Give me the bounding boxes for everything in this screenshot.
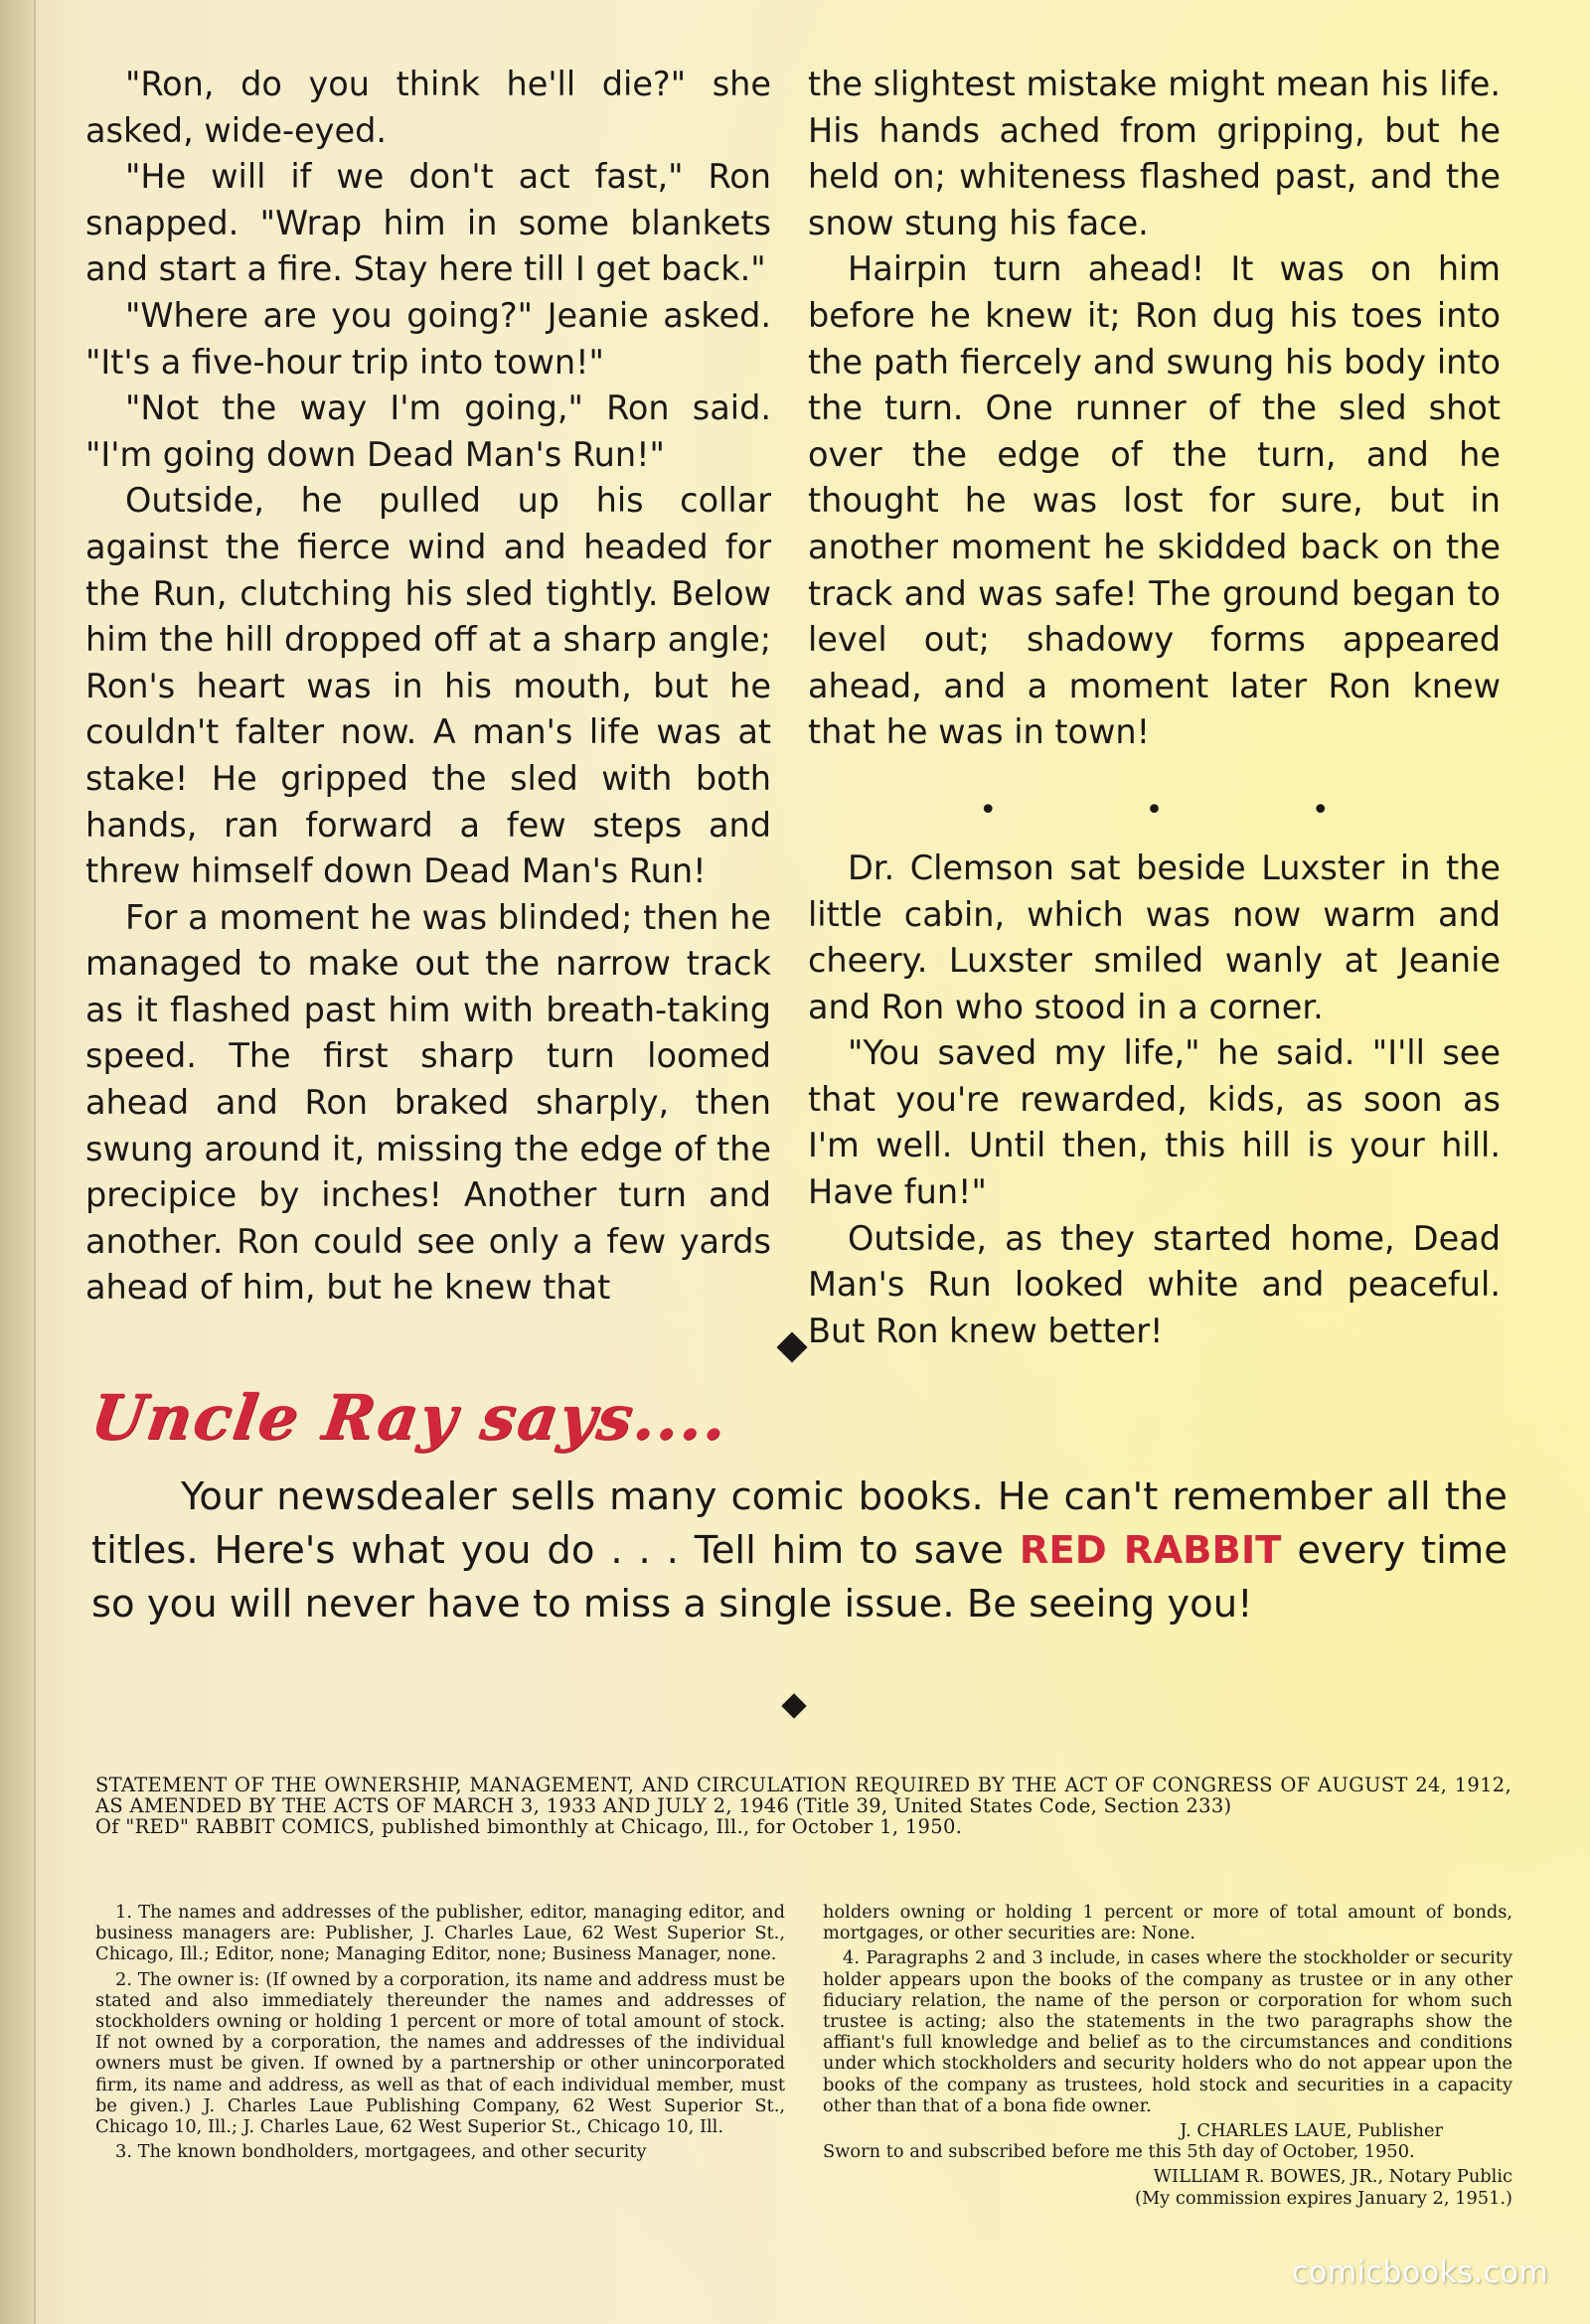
scene-break-asterisms: • • •	[979, 792, 1399, 828]
statement-column-left	[95, 1902, 785, 2166]
story-paragraph: "You saved my life," he said. "I'll see that you're rewarded, kids, as soon as I'm well. Until then, this hill is your hill. Have fun!"	[808, 1033, 1501, 1212]
story-column-left	[85, 62, 771, 1312]
story-paragraph: "He will if we don't act fast," Ron snapped. "Wrap him in some blankets and start a fire. Stay here till I get back."	[85, 157, 771, 289]
story-paragraph: the slightest mistake might mean his life. His hands ached from gripping, but he held on; whiteness flashed past, and the snow stung his face.	[808, 65, 1501, 242]
statement-paragraph: 1. The names and addresses of the publisher, editor, managing editor, and business managers are: Publisher, J. Charles Laue, 62 West Superior St., Chicago, Ill.; Editor, none; Managing Editor, none; Business Manager, none.	[95, 1902, 785, 1965]
story-paragraph: Outside, he pulled up his collar against the fierce wind and headed for the Run, clutching his sled tightly. Below him the hill dropped off at a sharp angle; Ron's heart was in his mouth, but he couldn't falter now. A man's life was at stake! He gripped the sled with both hands, ran forward a few steps and threw himself down Dead Man's Run!	[85, 481, 771, 891]
story-paragraph: "Not the way I'm going," Ron said. "I'm going down Dead Man's Run!"	[85, 388, 771, 474]
uncle-ray-title: Uncle Ray says....	[85, 1381, 733, 1454]
uncle-ray-message	[91, 1471, 1508, 1631]
diamond-divider-icon	[781, 1693, 806, 1718]
publisher-signature: J. CHARLES LAUE, Publisher	[1180, 2120, 1443, 2142]
statement-heading-line: Of "RED" RABBIT COMICS, published bimonthly at Chicago, Ill., for October 1, 1950.	[95, 1815, 963, 1838]
red-rabbit-highlight: RED RABBIT	[1019, 1528, 1282, 1573]
story-paragraph: For a moment he was blinded; then he managed to make out the narrow track as it flashed past him with breath-taking speed. The first sharp turn loomed ahead and Ron braked sharply, then swung around it, missing the edge of the precipice by inches! Another turn and another. Ron could see only a few yards ahead of him, but he knew that	[85, 897, 771, 1308]
site-watermark: comicbooks.com	[1292, 2255, 1549, 2290]
statement-heading-line: STATEMENT OF THE OWNERSHIP, MANAGEMENT, AND CIRCULATION REQUIRED BY THE ACT OF CONGRESS OF AUGUST 24, 1912, AS AMENDED BY THE ACTS OF MARCH 3, 1933 AND JULY 2, 1946 (Title 39, United States Code, Section 233)	[95, 1774, 1511, 1817]
diamond-divider-icon	[776, 1331, 807, 1362]
story-paragraph: "Where are you going?" Jeanie asked. "It's a five-hour trip into town!"	[85, 295, 771, 382]
sworn-statement: Sworn to and subscribed before me this 5th day of October, 1950.	[823, 2141, 1415, 2163]
statement-column-right	[823, 1902, 1512, 2209]
story-paragraph: Dr. Clemson sat beside Luxster in the little cabin, which was now warm and cheery. Luxster smiled wanly at Jeanie and Ron who stood in a corner.	[808, 848, 1501, 1026]
page-gutter	[0, 0, 36, 2324]
story-column-right	[808, 62, 1501, 1354]
story-paragraph: Hairpin turn ahead! It was on him before he knew it; Ron dug his toes into the path fiercely and swung his body into the turn. One runner of the sled shot over the edge of the turn, and he thought he was lost for sure, but in another moment he skidded back on the track and was safe! The ground began to level out; shadowy forms appeared ahead, and a moment later Ron knew that he was in town!	[808, 249, 1501, 752]
statement-paragraph: holders owning or holding 1 percent or more of total amount of bonds, mortgages, or other securities are: None.	[823, 1902, 1512, 1944]
story-paragraph: "Ron, do you think he'll die?" she asked, wide-eyed.	[85, 65, 771, 150]
statement-paragraph: 4. Paragraphs 2 and 3 include, in cases where the stockholder or security holder appears upon the books of the company as trustee or in any other fiduciary relation, the name of the person or corporation for whom such trustee is acting; also the statements in the two paragraphs show the affiant's full knowledge and belief as to the circumstances and conditions under which stockholders and security holders who do not appear upon the books of the company as trustees, hold stock and securities in a capacity other than that of a bona fide owner.	[823, 1947, 1512, 2116]
uncle-ray-text-before: Your newsdealer sells many comic books. He can't remember all the titles. Here's what you do . . . Tell him to save	[91, 1474, 1508, 1573]
story-paragraph: Outside, as they started home, Dead Man's Run looked white and peaceful. But Ron knew better!	[808, 1218, 1501, 1350]
commission-expiry: (My commission expires January 2, 1951.)	[1135, 2187, 1512, 2209]
notary-signature: WILLIAM R. BOWES, JR., Notary Public	[1153, 2166, 1512, 2188]
ownership-statement-heading	[95, 1775, 1511, 1837]
uncle-ray-text-after: every time so you will never have to miss a single issue. Be seeing you!	[91, 1528, 1508, 1627]
uncle-ray-paragraph	[91, 1471, 1508, 1631]
statement-paragraph: 3. The known bondholders, mortgagees, and other security	[115, 2141, 647, 2163]
statement-paragraph: 2. The owner is: (If owned by a corporation, its name and address must be stated and also immediately thereunder the names and addresses of stockholders owning or holding 1 percent or more of total amount of stock. If not owned by a corporation, the names and addresses of the individual owners must be given. If owned by a partnership or other unincorporated firm, its name and address, as well as that of each individual member, must be given.) J. Charles Laue Publishing Company, 62 West Superior St., Chicago 10, Ill.; J. Charles Laue, 62 West Superior St., Chicago 10, Ill.	[95, 1968, 785, 2138]
